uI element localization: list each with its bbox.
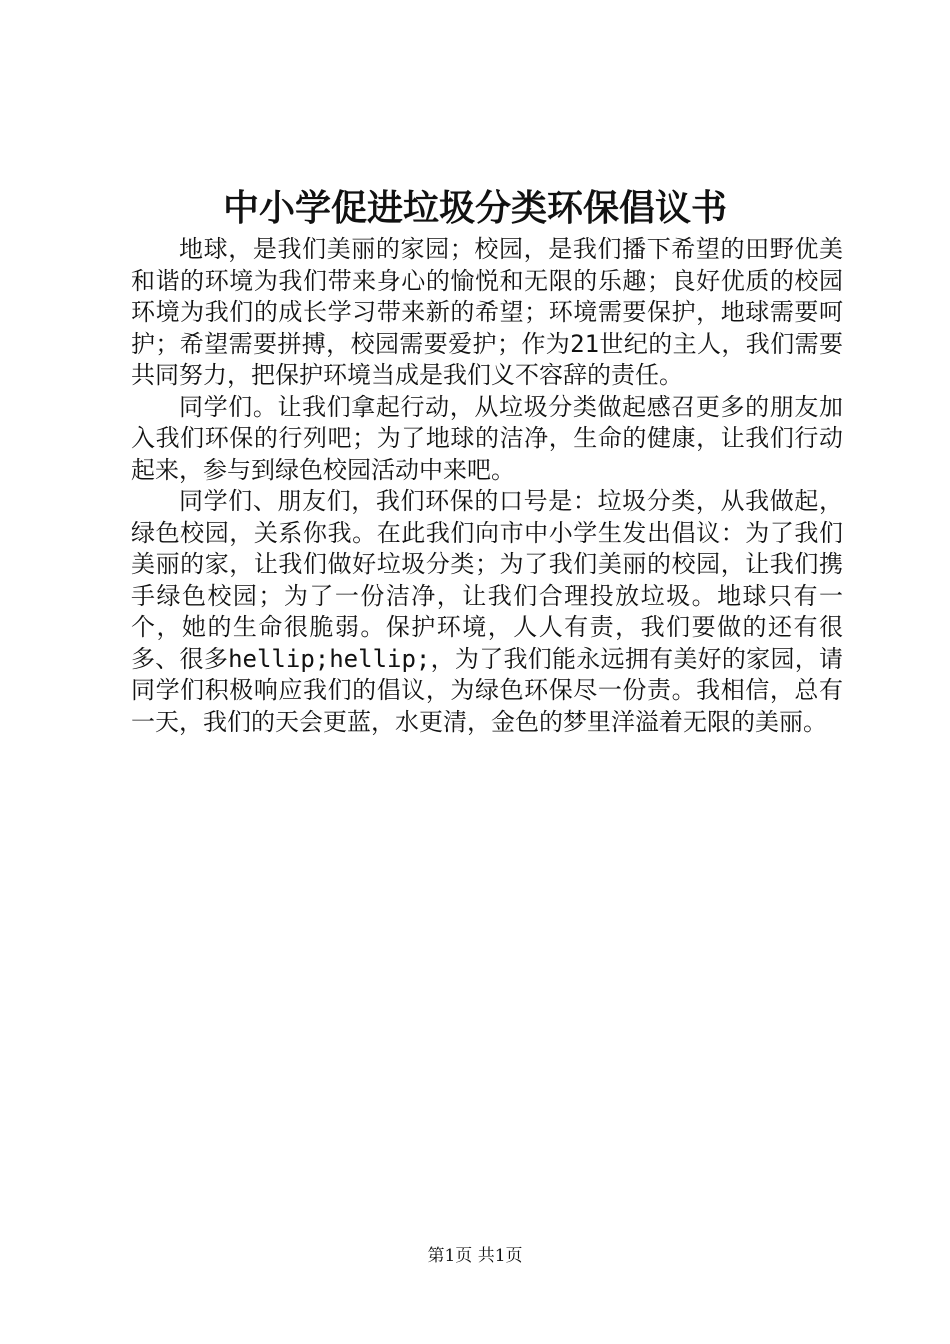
document-title: 中小学促进垃圾分类环保倡议书 bbox=[222, 187, 727, 229]
page-footer: 第1页 共1页 bbox=[427, 1246, 523, 1266]
document-body bbox=[131, 234, 843, 738]
paragraph-1: 地球，是我们美丽的家园；校园，是我们播下希望的田野优美和谐的环境为我们带来身心的愉悦和无限的乐趣；良好优质的校园环境为我们的成长学习带来新的希望；环境需要保护，地球需要呵护；希望需要拼搏，校园需要爱护；作为21世纪的主人，我们需要共同努力，把保护环境当成是我们义不容辞的责任。 bbox=[131, 235, 843, 389]
paragraph-2: 同学们。让我们拿起行动，从垃圾分类做起感召更多的朋友加入我们环保的行列吧；为了地球的洁净，生命的健康，让我们行动起来，参与到绿色校园活动中来吧。 bbox=[131, 392, 843, 484]
paragraph-3: 同学们、朋友们，我们环保的口号是：垃圾分类，从我做起，绿色校园，关系你我。在此我们向市中小学生发出倡议：为了我们美丽的家，让我们做好垃圾分类；为了我们美丽的校园，让我们携手绿色校园；为了一份洁净，让我们合理投放垃圾。地球只有一个，她的生命很脆弱。保护环境，人人有责，我们要做的还有很多、很多hellip;hellip;，为了我们能永远拥有美好的家园，请同学们积极响应我们的倡议，为绿色环保尽一份责。我相信，总有一天，我们的天会更蓝，水更清，金色的梦里洋溢着无限的美丽。 bbox=[131, 487, 843, 736]
